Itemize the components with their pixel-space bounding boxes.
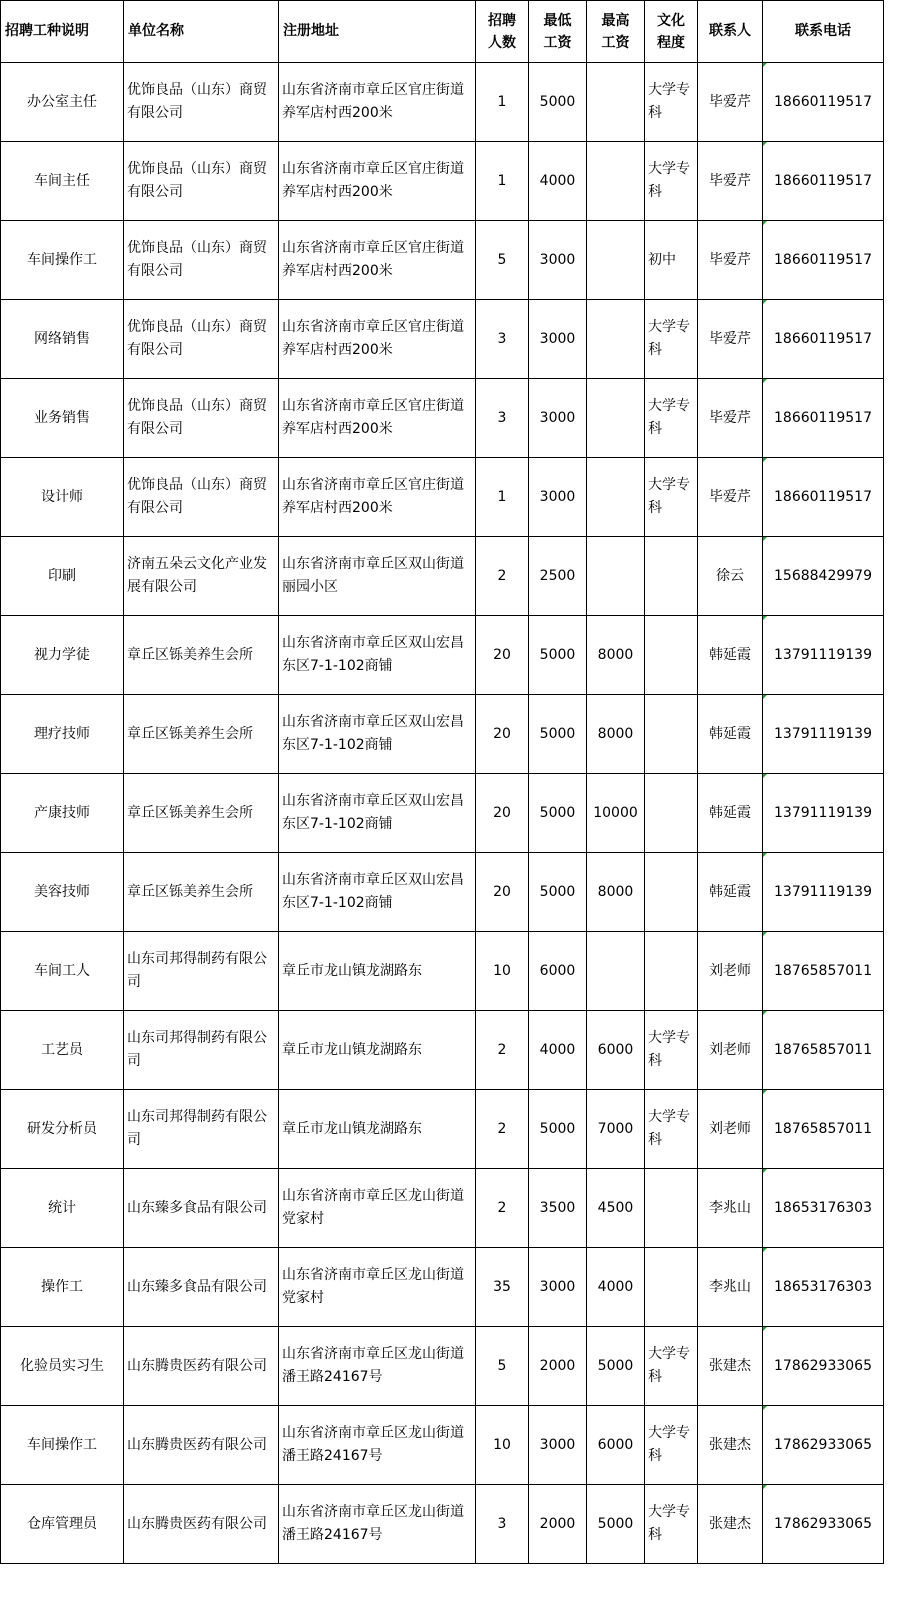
cell-max-salary: 7000 <box>587 1090 645 1169</box>
cell-address: 山东省济南市章丘区官庄街道养军店村西200米 <box>279 379 476 458</box>
cell-company: 优饰良品（山东）商贸有限公司 <box>124 300 279 379</box>
cell-phone: 13791119139 <box>763 616 884 695</box>
cell-max-salary <box>587 63 645 142</box>
cell-count: 10 <box>476 932 529 1011</box>
cell-education: 大学专科 <box>645 142 698 221</box>
header-edu-line2: 程度 <box>657 34 685 51</box>
cell-contact: 李兆山 <box>698 1169 763 1248</box>
table-row <box>1 458 884 537</box>
cell-phone: 18660119517 <box>763 458 884 537</box>
table-row <box>1 300 884 379</box>
cell-address: 山东省济南市章丘区双山宏昌东区7-1-102商铺 <box>279 616 476 695</box>
cell-address: 章丘市龙山镇龙湖路东 <box>279 1011 476 1090</box>
cell-company: 章丘区铄美养生会所 <box>124 853 279 932</box>
cell-job: 印刷 <box>1 537 124 616</box>
cell-address: 山东省济南市章丘区官庄街道养军店村西200米 <box>279 63 476 142</box>
cell-phone: 18653176303 <box>763 1169 884 1248</box>
cell-job: 设计师 <box>1 458 124 537</box>
cell-phone: 15688429979 <box>763 537 884 616</box>
cell-min-salary: 5000 <box>529 695 587 774</box>
cell-count: 20 <box>476 695 529 774</box>
cell-max-salary: 8000 <box>587 616 645 695</box>
cell-education <box>645 695 698 774</box>
header-count-line2: 人数 <box>488 34 516 51</box>
cell-company: 优饰良品（山东）商贸有限公司 <box>124 458 279 537</box>
cell-phone: 18660119517 <box>763 63 884 142</box>
cell-address: 山东省济南市章丘区双山宏昌东区7-1-102商铺 <box>279 695 476 774</box>
cell-count: 3 <box>476 300 529 379</box>
cell-company: 优饰良品（山东）商贸有限公司 <box>124 221 279 300</box>
cell-education: 大学专科 <box>645 300 698 379</box>
cell-count: 1 <box>476 458 529 537</box>
cell-phone: 18765857011 <box>763 1090 884 1169</box>
cell-count: 20 <box>476 774 529 853</box>
header-count <box>476 1 529 63</box>
cell-address: 山东省济南市章丘区龙山街道党家村 <box>279 1248 476 1327</box>
cell-phone: 13791119139 <box>763 774 884 853</box>
cell-count: 2 <box>476 1011 529 1090</box>
cell-min-salary: 5000 <box>529 1090 587 1169</box>
cell-education: 大学专科 <box>645 379 698 458</box>
table-row <box>1 142 884 221</box>
cell-address: 章丘市龙山镇龙湖路东 <box>279 932 476 1011</box>
cell-max-salary <box>587 458 645 537</box>
cell-min-salary: 5000 <box>529 63 587 142</box>
cell-phone: 18653176303 <box>763 1248 884 1327</box>
cell-education <box>645 537 698 616</box>
cell-contact: 毕爱芹 <box>698 458 763 537</box>
cell-job: 统计 <box>1 1169 124 1248</box>
cell-count: 2 <box>476 1090 529 1169</box>
cell-company: 山东腾贵医药有限公司 <box>124 1327 279 1406</box>
cell-job: 操作工 <box>1 1248 124 1327</box>
cell-company: 优饰良品（山东）商贸有限公司 <box>124 142 279 221</box>
cell-contact: 韩延霞 <box>698 774 763 853</box>
cell-phone: 18765857011 <box>763 1011 884 1090</box>
cell-phone: 17862933065 <box>763 1406 884 1485</box>
table-row <box>1 1090 884 1169</box>
cell-address: 山东省济南市章丘区双山宏昌东区7-1-102商铺 <box>279 774 476 853</box>
header-address: 注册地址 <box>279 1 476 63</box>
cell-job: 理疗技师 <box>1 695 124 774</box>
cell-job: 产康技师 <box>1 774 124 853</box>
cell-phone: 18660119517 <box>763 379 884 458</box>
cell-address: 山东省济南市章丘区龙山街道潘王路24167号 <box>279 1406 476 1485</box>
cell-contact: 张建杰 <box>698 1327 763 1406</box>
cell-education: 初中 <box>645 221 698 300</box>
cell-min-salary: 5000 <box>529 616 587 695</box>
cell-min-salary: 5000 <box>529 774 587 853</box>
cell-contact: 刘老师 <box>698 1011 763 1090</box>
cell-job: 车间工人 <box>1 932 124 1011</box>
cell-min-salary: 4000 <box>529 142 587 221</box>
cell-job: 车间操作工 <box>1 221 124 300</box>
table-row <box>1 1169 884 1248</box>
cell-job: 业务销售 <box>1 379 124 458</box>
cell-max-salary <box>587 221 645 300</box>
cell-address: 山东省济南市章丘区龙山街道潘王路24167号 <box>279 1327 476 1406</box>
cell-count: 20 <box>476 616 529 695</box>
cell-min-salary: 6000 <box>529 932 587 1011</box>
header-company: 单位名称 <box>124 1 279 63</box>
cell-contact: 韩延霞 <box>698 695 763 774</box>
table-row <box>1 1248 884 1327</box>
cell-max-salary: 5000 <box>587 1327 645 1406</box>
cell-count: 2 <box>476 1169 529 1248</box>
cell-min-salary: 3000 <box>529 458 587 537</box>
table-row <box>1 63 884 142</box>
header-contact: 联系人 <box>698 1 763 63</box>
cell-education <box>645 616 698 695</box>
cell-address: 山东省济南市章丘区龙山街道党家村 <box>279 1169 476 1248</box>
cell-max-salary <box>587 537 645 616</box>
cell-max-salary <box>587 142 645 221</box>
cell-max-salary <box>587 932 645 1011</box>
cell-contact: 徐云 <box>698 537 763 616</box>
cell-company: 山东臻多食品有限公司 <box>124 1248 279 1327</box>
table-row <box>1 221 884 300</box>
cell-address: 山东省济南市章丘区龙山街道潘王路24167号 <box>279 1485 476 1564</box>
cell-contact: 张建杰 <box>698 1406 763 1485</box>
cell-count: 3 <box>476 379 529 458</box>
header-row <box>1 1 884 63</box>
cell-job: 研发分析员 <box>1 1090 124 1169</box>
header-min-line1: 最低 <box>543 12 572 29</box>
table-row <box>1 1011 884 1090</box>
header-min-line2: 工资 <box>543 34 572 51</box>
cell-company: 山东腾贵医药有限公司 <box>124 1485 279 1564</box>
cell-phone: 17862933065 <box>763 1485 884 1564</box>
cell-job: 工艺员 <box>1 1011 124 1090</box>
cell-max-salary: 8000 <box>587 695 645 774</box>
cell-education <box>645 1169 698 1248</box>
table-row <box>1 774 884 853</box>
cell-education <box>645 932 698 1011</box>
header-education <box>645 1 698 63</box>
cell-job: 车间主任 <box>1 142 124 221</box>
cell-min-salary: 3500 <box>529 1169 587 1248</box>
cell-education: 大学专科 <box>645 1011 698 1090</box>
cell-address: 山东省济南市章丘区双山宏昌东区7-1-102商铺 <box>279 853 476 932</box>
cell-contact: 毕爱芹 <box>698 300 763 379</box>
cell-phone: 18765857011 <box>763 932 884 1011</box>
cell-job: 网络销售 <box>1 300 124 379</box>
cell-count: 1 <box>476 142 529 221</box>
cell-contact: 刘老师 <box>698 1090 763 1169</box>
header-min-salary <box>529 1 587 63</box>
table-row <box>1 1485 884 1564</box>
cell-address: 山东省济南市章丘区官庄街道养军店村西200米 <box>279 458 476 537</box>
cell-phone: 17862933065 <box>763 1327 884 1406</box>
cell-max-salary <box>587 379 645 458</box>
cell-job: 视力学徒 <box>1 616 124 695</box>
cell-company: 山东司邦得制药有限公司 <box>124 1011 279 1090</box>
cell-contact: 毕爱芹 <box>698 221 763 300</box>
cell-contact: 李兆山 <box>698 1248 763 1327</box>
cell-company: 章丘区铄美养生会所 <box>124 774 279 853</box>
cell-education <box>645 853 698 932</box>
cell-job: 美容技师 <box>1 853 124 932</box>
cell-min-salary: 3000 <box>529 1248 587 1327</box>
cell-job: 办公室主任 <box>1 63 124 142</box>
cell-contact: 张建杰 <box>698 1485 763 1564</box>
table-row <box>1 1406 884 1485</box>
cell-phone: 13791119139 <box>763 853 884 932</box>
header-max-line2: 工资 <box>601 34 630 51</box>
cell-min-salary: 4000 <box>529 1011 587 1090</box>
cell-max-salary: 6000 <box>587 1011 645 1090</box>
cell-address: 山东省济南市章丘区官庄街道养军店村西200米 <box>279 221 476 300</box>
cell-contact: 毕爱芹 <box>698 142 763 221</box>
cell-job: 仓库管理员 <box>1 1485 124 1564</box>
header-max-line1: 最高 <box>601 12 630 29</box>
cell-contact: 韩延霞 <box>698 853 763 932</box>
cell-education: 大学专科 <box>645 1485 698 1564</box>
cell-company: 优饰良品（山东）商贸有限公司 <box>124 63 279 142</box>
cell-min-salary: 3000 <box>529 221 587 300</box>
header-job: 招聘工种说明 <box>1 1 124 63</box>
cell-max-salary: 5000 <box>587 1485 645 1564</box>
cell-company: 山东臻多食品有限公司 <box>124 1169 279 1248</box>
cell-min-salary: 5000 <box>529 853 587 932</box>
cell-max-salary: 10000 <box>587 774 645 853</box>
table-row <box>1 932 884 1011</box>
table-row <box>1 379 884 458</box>
cell-max-salary: 6000 <box>587 1406 645 1485</box>
cell-address: 山东省济南市章丘区官庄街道养军店村西200米 <box>279 142 476 221</box>
cell-count: 2 <box>476 537 529 616</box>
cell-max-salary <box>587 300 645 379</box>
table-row <box>1 853 884 932</box>
cell-education <box>645 774 698 853</box>
cell-company: 章丘区铄美养生会所 <box>124 695 279 774</box>
cell-min-salary: 3000 <box>529 300 587 379</box>
cell-company: 山东司邦得制药有限公司 <box>124 932 279 1011</box>
cell-count: 5 <box>476 1327 529 1406</box>
cell-min-salary: 2000 <box>529 1327 587 1406</box>
cell-min-salary: 3000 <box>529 379 587 458</box>
cell-phone: 18660119517 <box>763 221 884 300</box>
cell-company: 山东腾贵医药有限公司 <box>124 1406 279 1485</box>
cell-count: 5 <box>476 221 529 300</box>
table-row <box>1 1327 884 1406</box>
cell-count: 10 <box>476 1406 529 1485</box>
table-row <box>1 695 884 774</box>
cell-count: 35 <box>476 1248 529 1327</box>
cell-contact: 刘老师 <box>698 932 763 1011</box>
cell-max-salary: 8000 <box>587 853 645 932</box>
cell-phone: 18660119517 <box>763 142 884 221</box>
cell-phone: 18660119517 <box>763 300 884 379</box>
cell-education <box>645 1248 698 1327</box>
cell-contact: 韩延霞 <box>698 616 763 695</box>
cell-count: 1 <box>476 63 529 142</box>
cell-max-salary: 4500 <box>587 1169 645 1248</box>
cell-company: 优饰良品（山东）商贸有限公司 <box>124 379 279 458</box>
cell-job: 化验员实习生 <box>1 1327 124 1406</box>
cell-address: 山东省济南市章丘区双山街道丽园小区 <box>279 537 476 616</box>
cell-contact: 毕爱芹 <box>698 379 763 458</box>
cell-count: 20 <box>476 853 529 932</box>
cell-min-salary: 2500 <box>529 537 587 616</box>
table-row <box>1 616 884 695</box>
cell-min-salary: 3000 <box>529 1406 587 1485</box>
cell-education: 大学专科 <box>645 1090 698 1169</box>
table-row <box>1 537 884 616</box>
cell-count: 3 <box>476 1485 529 1564</box>
cell-phone: 13791119139 <box>763 695 884 774</box>
header-count-line1: 招聘 <box>488 12 516 29</box>
cell-company: 章丘区铄美养生会所 <box>124 616 279 695</box>
cell-min-salary: 2000 <box>529 1485 587 1564</box>
cell-max-salary: 4000 <box>587 1248 645 1327</box>
header-edu-line1: 文化 <box>657 12 685 29</box>
cell-education: 大学专科 <box>645 1406 698 1485</box>
cell-job: 车间操作工 <box>1 1406 124 1485</box>
cell-education: 大学专科 <box>645 63 698 142</box>
cell-education: 大学专科 <box>645 458 698 537</box>
cell-address: 山东省济南市章丘区官庄街道养军店村西200米 <box>279 300 476 379</box>
cell-address: 章丘市龙山镇龙湖路东 <box>279 1090 476 1169</box>
cell-company: 山东司邦得制药有限公司 <box>124 1090 279 1169</box>
cell-contact: 毕爱芹 <box>698 63 763 142</box>
header-phone: 联系电话 <box>763 1 884 63</box>
cell-company: 济南五朵云文化产业发展有限公司 <box>124 537 279 616</box>
header-max-salary <box>587 1 645 63</box>
cell-education: 大学专科 <box>645 1327 698 1406</box>
